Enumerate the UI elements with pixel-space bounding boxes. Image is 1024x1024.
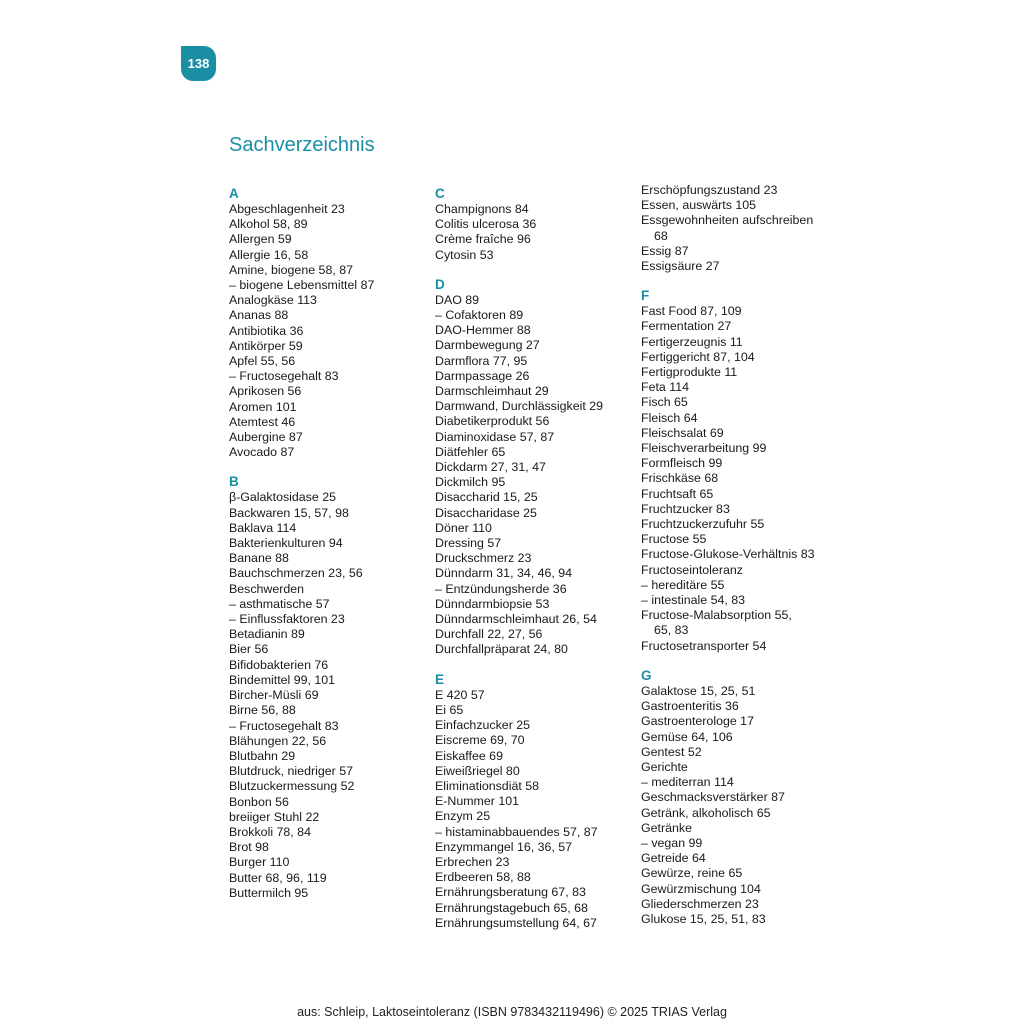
index-entry: Dünndarmschleimhaut 26, 54 xyxy=(435,612,597,627)
index-entry: Fruchtzucker 83 xyxy=(641,501,730,516)
index-entry: Fructosetransporter 54 xyxy=(641,638,767,653)
section-letter: G xyxy=(641,667,652,683)
index-entry: Backwaren 15, 57, 98 xyxy=(229,505,349,520)
index-entry: Diaminoxidase 57, 87 xyxy=(435,429,555,444)
index-entry: Brokkoli 78, 84 xyxy=(229,824,311,839)
source-footer: aus: Schleip, Laktoseintoleranz (ISBN 9783432119496) © 2025 TRIAS Verlag xyxy=(297,1005,727,1019)
index-entry: Gewürzmischung 104 xyxy=(641,881,761,896)
index-entry: Crème fraîche 96 xyxy=(435,232,531,247)
index-subentry: – histaminabbauendes 57, 87 xyxy=(435,824,598,839)
index-entry: Darmschleimhaut 29 xyxy=(435,384,549,399)
index-entry: Fertigerzeugnis 11 xyxy=(641,334,743,349)
index-column-3 xyxy=(641,183,831,941)
index-subentry: – biogene Lebensmittel 87 xyxy=(229,278,375,293)
index-entry: Durchfallpräparat 24, 80 xyxy=(435,642,568,657)
index-entry: Dünndarm 31, 34, 46, 94 xyxy=(435,566,573,581)
section-letter: A xyxy=(229,186,239,201)
index-entry: Aubergine 87 xyxy=(229,430,303,445)
index-entry: Bier 56 xyxy=(229,642,269,657)
index-entry: Fruchtzuckerzufuhr 55 xyxy=(641,517,765,532)
index-entry: Allergie 16, 58 xyxy=(229,247,309,262)
index-entry: Feta 114 xyxy=(641,380,689,395)
index-entry: Fructose-Glukose-Verhältnis 83 xyxy=(641,547,815,562)
index-entry: Essgewohnheiten aufschreiben xyxy=(641,213,814,228)
section-letter: E xyxy=(435,671,445,687)
index-column-1 xyxy=(229,183,424,915)
index-entry: Einfachzucker 25 xyxy=(435,718,531,733)
index-entry: Fleisch 64 xyxy=(641,410,698,425)
index-entry: Darmflora 77, 95 xyxy=(435,353,528,368)
index-entry: Beschwerden xyxy=(229,581,305,596)
index-section xyxy=(641,183,831,274)
index-entry: Fast Food 87, 109 xyxy=(641,304,742,319)
index-entry: Gemüse 64, 106 xyxy=(641,729,733,744)
index-entry: Fleischsalat 69 xyxy=(641,425,724,440)
index-entry: DAO-Hemmer 88 xyxy=(435,323,531,338)
index-entry: Darmbewegung 27 xyxy=(435,338,540,353)
index-title: Sachverzeichnis xyxy=(229,134,375,156)
index-section xyxy=(641,668,831,927)
index-entry: Fertigprodukte 11 xyxy=(641,365,738,380)
index-entry: Gentest 52 xyxy=(641,744,702,759)
index-subentry: – asthmatische 57 xyxy=(229,596,330,611)
index-entry: Gliederschmerzen 23 xyxy=(641,896,759,911)
index-entry: Blutzuckermessung 52 xyxy=(229,779,355,794)
index-entry: Ernährungsumstellung 64, 67 xyxy=(435,915,597,930)
index-entry: Fleischverarbeitung 99 xyxy=(641,441,767,456)
index-entry: Druckschmerz 23 xyxy=(435,551,532,566)
index-entry: Enzymmangel 16, 36, 57 xyxy=(435,839,573,854)
index-subentry: – Fructosegehalt 83 xyxy=(229,369,339,384)
index-entry: Dickdarm 27, 31, 47 xyxy=(435,460,546,475)
index-entry: Aromen 101 xyxy=(229,399,297,414)
index-entry: Fruchtsaft 65 xyxy=(641,486,714,501)
index-entry: 65, 83 xyxy=(654,623,689,638)
index-entry: Alkohol 58, 89 xyxy=(229,217,308,232)
index-entry: Erschöpfungszustand 23 xyxy=(641,183,778,197)
index-entry: Getränke xyxy=(641,820,692,835)
index-entry: Diabetikerprodukt 56 xyxy=(435,414,550,429)
index-entry: Geschmacksverstärker 87 xyxy=(641,790,785,805)
index-entry: Avocado 87 xyxy=(229,445,295,460)
index-entry: Birne 56, 88 xyxy=(229,703,296,718)
index-entry: Atemtest 46 xyxy=(229,414,296,429)
section-letter: C xyxy=(435,186,445,201)
index-entry: Ananas 88 xyxy=(229,308,289,323)
index-entry: DAO 89 xyxy=(435,292,480,307)
index-entry: Ernährungsberatung 67, 83 xyxy=(435,885,586,900)
index-section xyxy=(229,474,424,900)
index-entry: Eliminationsdiät 58 xyxy=(435,778,540,793)
index-section xyxy=(435,672,635,931)
index-entry: Apfel 55, 56 xyxy=(229,354,296,369)
index-entry: Antibiotika 36 xyxy=(229,323,304,338)
index-section xyxy=(229,186,424,460)
index-entry: Eiweißriegel 80 xyxy=(435,763,520,778)
index-entry: Erbrechen 23 xyxy=(435,854,510,869)
index-entry: Blähungen 22, 56 xyxy=(229,733,327,748)
index-section xyxy=(641,288,831,654)
index-entry: Ei 65 xyxy=(435,702,464,717)
index-entry: Dickmilch 95 xyxy=(435,475,506,490)
index-entry: Bauchschmerzen 23, 56 xyxy=(229,566,363,581)
index-entry: Galaktose 15, 25, 51 xyxy=(641,683,756,698)
index-section xyxy=(435,277,635,658)
index-entry: Darmpassage 26 xyxy=(435,368,530,383)
index-entry: Frischkäse 68 xyxy=(641,471,719,486)
index-entry: Blutdruck, niedriger 57 xyxy=(229,764,353,779)
index-entry: Erdbeeren 58, 88 xyxy=(435,870,531,885)
index-entry: Butter 68, 96, 119 xyxy=(229,870,327,885)
index-column-2 xyxy=(435,183,635,945)
index-entry: Ernährungstagebuch 65, 68 xyxy=(435,900,588,915)
index-entry: Diätfehler 65 xyxy=(435,444,506,459)
index-entry: Gewürze, reine 65 xyxy=(641,866,743,881)
index-entry: Gerichte xyxy=(641,759,688,774)
index-entry: Fructose 55 xyxy=(641,532,707,547)
index-entry: Enzym 25 xyxy=(435,809,491,824)
index-entry: Disaccharid 15, 25 xyxy=(435,490,538,505)
index-entry: Bircher-Müsli 69 xyxy=(229,688,319,703)
index-subentry: – Cofaktoren 89 xyxy=(435,308,524,323)
index-entry: β-Galaktosidase 25 xyxy=(229,490,336,505)
index-entry: Essig 87 xyxy=(641,243,689,258)
index-entry: Brot 98 xyxy=(229,840,269,855)
index-entry: Bonbon 56 xyxy=(229,794,289,809)
index-entry: Champignons 84 xyxy=(435,202,529,216)
index-entry: Buttermilch 95 xyxy=(229,885,309,900)
index-entry: Dressing 57 xyxy=(435,536,502,551)
index-entry: Darmwand, Durchlässigkeit 29 xyxy=(435,399,604,414)
index-entry: Essigsäure 27 xyxy=(641,259,720,274)
index-entry: Banane 88 xyxy=(229,551,289,566)
index-entry: Aprikosen 56 xyxy=(229,384,302,399)
index-entry: Fisch 65 xyxy=(641,395,688,410)
index-entry: Cytosin 53 xyxy=(435,247,494,262)
section-letter: F xyxy=(641,288,650,304)
index-entry: breiiger Stuhl 22 xyxy=(229,809,320,824)
index-entry: E 420 57 xyxy=(435,687,485,702)
section-letter: D xyxy=(435,276,445,292)
index-entry: Eiscreme 69, 70 xyxy=(435,733,525,748)
index-entry: Disaccharidase 25 xyxy=(435,505,537,520)
index-entry: Burger 110 xyxy=(229,855,290,870)
index-entry: Formfleisch 99 xyxy=(641,456,723,471)
index-entry: Bakterienkulturen 94 xyxy=(229,536,343,551)
index-entry: Getreide 64 xyxy=(641,851,706,866)
section-letter: B xyxy=(229,474,239,490)
index-entry: Fructoseintoleranz xyxy=(641,562,743,577)
index-subentry: – hereditäre 55 xyxy=(641,577,725,592)
index-subentry: – mediterran 114 xyxy=(641,775,734,790)
index-entry: Döner 110 xyxy=(435,520,492,535)
index-entry: Getränk, alkoholisch 65 xyxy=(641,805,771,820)
index-entry: Antikörper 59 xyxy=(229,338,303,353)
index-subentry: – vegan 99 xyxy=(641,835,703,850)
index-entry: Durchfall 22, 27, 56 xyxy=(435,627,543,642)
index-entry: Gastroenterologe 17 xyxy=(641,714,754,729)
index-entry: Abgeschlagenheit 23 xyxy=(229,202,345,216)
index-entry: Fermentation 27 xyxy=(641,319,732,334)
index-entry: Gastroenteritis 36 xyxy=(641,699,739,714)
index-entry: Eiskaffee 69 xyxy=(435,748,503,763)
index-subentry: – Fructosegehalt 83 xyxy=(229,718,339,733)
index-subentry: – intestinale 54, 83 xyxy=(641,593,746,608)
index-entry: Allergen 59 xyxy=(229,232,292,247)
index-entry: E-Nummer 101 xyxy=(435,794,520,809)
index-entry: Blutbahn 29 xyxy=(229,748,296,763)
index-entry: Baklava 114 xyxy=(229,520,297,535)
index-entry: 68 xyxy=(654,228,668,243)
index-entry: Analogkäse 113 xyxy=(229,293,317,308)
index-section xyxy=(435,186,635,263)
index-entry: Essen, auswärts 105 xyxy=(641,198,757,213)
index-entry: Amine, biogene 58, 87 xyxy=(229,262,353,277)
index-entry: Dünndarmbiopsie 53 xyxy=(435,596,550,611)
index-entry: Betadianin 89 xyxy=(229,627,305,642)
index-entry: Bindemittel 99, 101 xyxy=(229,672,336,687)
index-entry: Bifidobakterien 76 xyxy=(229,657,329,672)
index-subentry: – Einflussfaktoren 23 xyxy=(229,612,345,627)
index-entry: Colitis ulcerosa 36 xyxy=(435,217,537,232)
page-number-badge: 138 xyxy=(181,46,216,81)
index-entry: Fertiggericht 87, 104 xyxy=(641,349,755,364)
index-entry: Glukose 15, 25, 51, 83 xyxy=(641,911,766,926)
index-subentry: – Entzündungsherde 36 xyxy=(435,581,567,596)
index-entry: Fructose-Malabsorption 55, xyxy=(641,608,792,623)
